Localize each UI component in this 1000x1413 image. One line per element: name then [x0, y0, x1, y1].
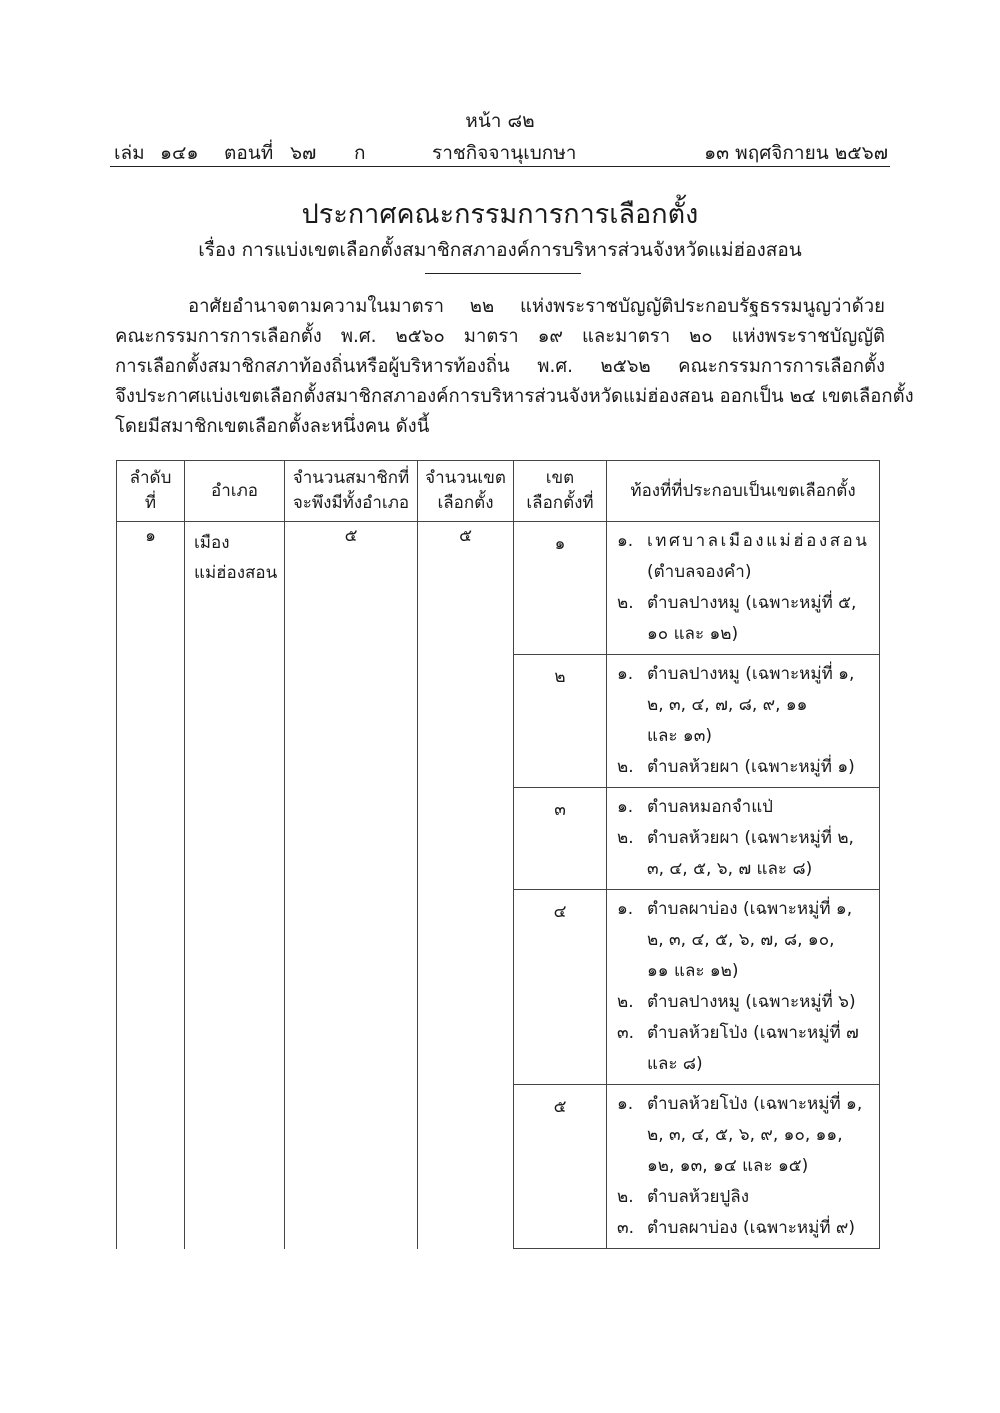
area-item: ๒. ตำบลห้วยผา (เฉพาะหมู่ที่ ๑) — [617, 757, 855, 777]
preamble-line: จึงประกาศแบ่งเขตเลือกตั้งสมาชิกสภาองค์การบริหารส่วนจังหวัดแม่ฮ่องสอน ออกเป็น ๒๔ เขตเลือกตั้ง — [115, 386, 914, 407]
zone-number-cell: ๔ — [514, 890, 607, 1085]
district-cell — [185, 522, 285, 1249]
order-cell: ๑ — [117, 522, 185, 1249]
header-divider — [110, 166, 890, 167]
area-item: ๓. ตำบลผาบ่อง (เฉพาะหมู่ที่ ๙) — [617, 1218, 856, 1238]
col-header-order: ลำดับ ที่ — [117, 461, 185, 522]
document-title: ประกาศคณะกรรมการการเลือกตั้ง — [301, 199, 699, 230]
publication-date: ๑๓ พฤศจิกายน ๒๕๖๗ — [704, 142, 888, 164]
area-item: ๒. ตำบลปางหมู (เฉพาะหมู่ที่ ๕, ๑๐ และ ๑๒) — [617, 593, 857, 644]
table-row — [117, 522, 880, 655]
issue-number: ๖๗ — [290, 142, 317, 164]
zone-areas-cell — [607, 1085, 880, 1249]
col-header-district: อำเภอ — [185, 461, 285, 522]
zone-areas-cell — [607, 522, 880, 655]
zone-areas-cell — [607, 788, 880, 890]
volume-label: เล่ม — [114, 142, 145, 164]
volume-number: ๑๔๑ — [160, 142, 199, 164]
district-name-line: เมือง — [194, 533, 230, 553]
document-subtitle: เรื่อง การแบ่งเขตเลือกตั้งสมาชิกสภาองค์การบริหารส่วนจังหวัดแม่ฮ่องสอน — [198, 239, 802, 261]
districts-table — [116, 460, 880, 1249]
members-cell: ๕ — [285, 522, 418, 1249]
page-number: หน้า ๘๒ — [465, 110, 535, 132]
col-header-zone-no: เขต เลือกตั้งที่ — [514, 461, 607, 522]
area-item: ๓. ตำบลห้วยโป่ง (เฉพาะหมู่ที่ ๗ และ ๘) — [617, 1023, 859, 1074]
zone-number-cell: ๕ — [514, 1085, 607, 1249]
area-item: ๑. ตำบลปางหมู (เฉพาะหมู่ที่ ๑, ๒, ๓, ๔, ๗, ๘, ๙, ๑๑ และ ๑๓) — [617, 664, 855, 746]
issue-label: ตอนที่ — [224, 142, 274, 164]
zone-number-cell: ๒ — [514, 655, 607, 788]
col-header-members: จำนวนสมาชิกที่ จะพึงมีทั้งอำเภอ — [285, 461, 418, 522]
table-header-row — [117, 461, 880, 522]
zone-number-cell: ๓ — [514, 788, 607, 890]
preamble-paragraph — [115, 292, 914, 442]
preamble-line: อาศัยอำนาจตามความในมาตรา ๒๒ แห่งพระราชบัญญัติประกอบรัฐธรรมนูญว่าด้วย — [188, 296, 885, 317]
preamble-line: โดยมีสมาชิกเขตเลือกตั้งละหนึ่งคน ดังนี้ — [115, 416, 430, 437]
zone-number-cell: ๑ — [514, 522, 607, 655]
zone-areas-cell — [607, 890, 880, 1085]
area-item: ๑. ตำบลห้วยโป่ง (เฉพาะหมู่ที่ ๑, ๒, ๓, ๔, ๕, ๖, ๙, ๑๐, ๑๑, ๑๒, ๑๓, ๑๔ และ ๑๕) — [617, 1094, 863, 1176]
zone-areas-cell — [607, 655, 880, 788]
area-item: ๒. ตำบลปางหมู (เฉพาะหมู่ที่ ๖) — [617, 992, 856, 1012]
area-item: ๒. ตำบลห้วยปูลิง — [617, 1187, 750, 1207]
area-item: ๑. ตำบลผาบ่อง (เฉพาะหมู่ที่ ๑, ๒, ๓, ๔, ๕, ๖, ๗, ๘, ๑๐, ๑๑ และ ๑๒) — [617, 899, 853, 981]
preamble-line: การเลือกตั้งสมาชิกสภาท้องถิ่นหรือผู้บริหารท้องถิ่น พ.ศ. ๒๕๖๒ คณะกรรมการการเลือกตั้ง — [115, 356, 885, 377]
col-header-zones: จำนวนเขต เลือกตั้ง — [418, 461, 514, 522]
title-divider — [425, 273, 581, 274]
area-item: ๑. ตำบลหมอกจำแป่ — [617, 797, 773, 817]
gazette-name: ราชกิจจานุเบกษา — [432, 142, 577, 164]
gazette-header — [112, 138, 890, 166]
area-item: ๒. ตำบลห้วยผา (เฉพาะหมู่ที่ ๒, ๓, ๔, ๕, ๖, ๗ และ ๘) — [617, 828, 854, 879]
area-item: ๑. เทศบาลเมืองแม่ฮ่องสอน (ตำบลจองคำ) — [617, 531, 870, 582]
district-name-line: แม่ฮ่องสอน — [194, 563, 278, 583]
section-letter: ก — [354, 142, 366, 164]
col-header-areas: ท้องที่ที่ประกอบเป็นเขตเลือกตั้ง — [607, 461, 880, 522]
zones-cell: ๕ — [418, 522, 514, 1249]
preamble-line: คณะกรรมการการเลือกตั้ง พ.ศ. ๒๕๖๐ มาตรา ๑๙ และมาตรา ๒๐ แห่งพระราชบัญญัติ — [115, 326, 885, 347]
